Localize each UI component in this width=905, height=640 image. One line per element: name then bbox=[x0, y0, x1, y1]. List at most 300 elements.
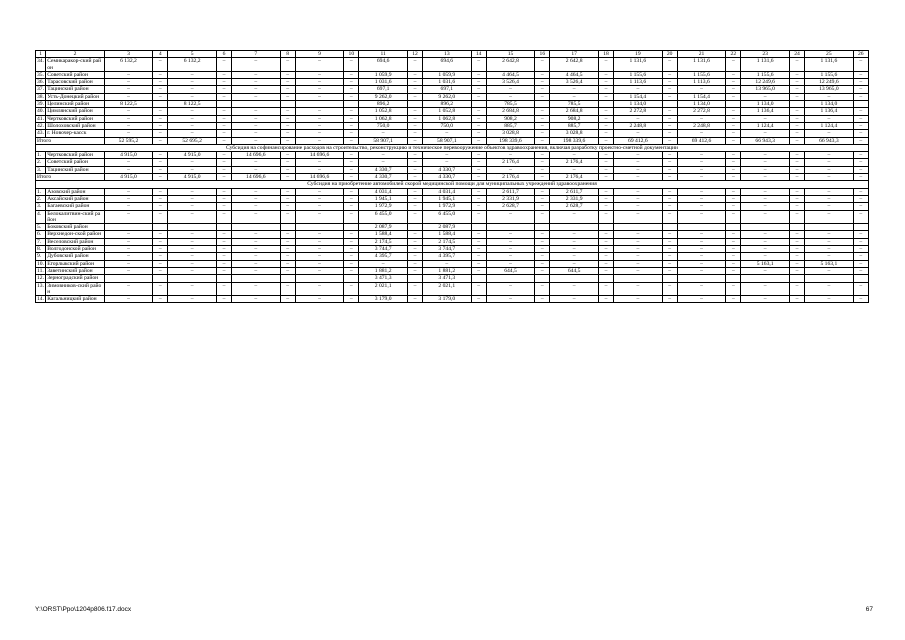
total-value-cell: – bbox=[344, 174, 359, 181]
value-cell: – bbox=[295, 86, 343, 93]
value-cell: – bbox=[104, 253, 152, 260]
section-title: Субсидия на софинансирование расходов на строительство, реконструкцию и техническое перевооружение объектов здравоохранения, включая разработку проектно-сметной документации bbox=[36, 144, 869, 151]
value-cell: – bbox=[662, 58, 677, 72]
value-cell: – bbox=[295, 231, 343, 238]
table-row bbox=[36, 210, 869, 224]
value-cell: – bbox=[295, 166, 343, 173]
value-cell: – bbox=[359, 260, 407, 267]
value-cell: 1 031,6 bbox=[359, 79, 407, 86]
value-cell: – bbox=[471, 195, 486, 202]
value-cell: – bbox=[598, 152, 613, 159]
value-cell: – bbox=[168, 79, 216, 86]
value-cell bbox=[216, 224, 231, 231]
value-cell bbox=[614, 224, 662, 231]
total-row bbox=[36, 174, 869, 181]
total-value-cell: – bbox=[598, 174, 613, 181]
value-cell: 3 526,4 bbox=[550, 79, 598, 86]
value-cell: – bbox=[598, 166, 613, 173]
value-cell: – bbox=[535, 203, 550, 210]
value-cell: – bbox=[853, 296, 868, 303]
value-cell: – bbox=[359, 152, 407, 159]
value-cell: – bbox=[741, 231, 789, 238]
value-cell: – bbox=[232, 246, 280, 253]
total-value-cell: 52 695,2 bbox=[168, 137, 216, 144]
value-cell: – bbox=[789, 238, 804, 245]
value-cell bbox=[407, 101, 422, 108]
value-cell: – bbox=[486, 296, 534, 303]
value-cell: – bbox=[471, 282, 486, 296]
value-cell: – bbox=[216, 159, 231, 166]
value-cell: – bbox=[789, 108, 804, 115]
total-value-cell: – bbox=[789, 174, 804, 181]
value-cell: – bbox=[598, 58, 613, 72]
value-cell bbox=[789, 275, 804, 282]
value-cell: – bbox=[344, 231, 359, 238]
total-value-cell: 66 943,3 bbox=[805, 137, 853, 144]
total-value-cell: – bbox=[295, 137, 343, 144]
value-cell bbox=[726, 224, 741, 231]
value-cell: – bbox=[535, 79, 550, 86]
district-name: Семикаракор-ский район bbox=[46, 58, 105, 72]
value-cell: – bbox=[153, 231, 168, 238]
value-cell: – bbox=[153, 115, 168, 122]
value-cell: 697,1 bbox=[423, 86, 471, 93]
value-cell: – bbox=[662, 188, 677, 195]
row-number: 3. bbox=[36, 166, 46, 173]
value-cell bbox=[598, 275, 613, 282]
value-cell: 1 154,4 bbox=[614, 93, 662, 100]
district-name: Дубовский район bbox=[46, 253, 105, 260]
value-cell: – bbox=[168, 86, 216, 93]
value-cell: – bbox=[471, 115, 486, 122]
value-cell: 2 021,1 bbox=[359, 282, 407, 296]
value-cell: – bbox=[407, 79, 422, 86]
value-cell: – bbox=[359, 159, 407, 166]
table-row bbox=[36, 130, 869, 137]
value-cell: – bbox=[407, 195, 422, 202]
row-number: 12. bbox=[37, 275, 44, 282]
value-cell bbox=[232, 101, 280, 108]
district-name: Багаевский район bbox=[46, 203, 105, 210]
value-cell bbox=[805, 275, 853, 282]
district-name: Волгодонской район bbox=[46, 246, 105, 253]
value-cell: – bbox=[614, 115, 662, 122]
value-cell: – bbox=[280, 58, 295, 72]
value-cell: – bbox=[280, 267, 295, 274]
total-value-cell: 4 330,7 bbox=[359, 174, 407, 181]
value-cell: – bbox=[104, 267, 152, 274]
value-cell: – bbox=[153, 166, 168, 173]
value-cell: – bbox=[168, 282, 216, 296]
value-cell: – bbox=[471, 210, 486, 224]
value-cell: – bbox=[344, 188, 359, 195]
value-cell: 5 163,1 bbox=[741, 260, 789, 267]
total-value-cell: 69 412,6 bbox=[614, 137, 662, 144]
value-cell: 694,6 bbox=[423, 58, 471, 72]
value-cell: – bbox=[805, 296, 853, 303]
value-cell: – bbox=[471, 122, 486, 129]
value-cell: – bbox=[344, 79, 359, 86]
value-cell: – bbox=[407, 246, 422, 253]
value-cell: – bbox=[216, 296, 231, 303]
table-row bbox=[36, 86, 869, 93]
total-value-cell: – bbox=[153, 174, 168, 181]
district-name: Егорлыкский район bbox=[46, 260, 105, 267]
value-cell: – bbox=[471, 253, 486, 260]
value-cell: – bbox=[232, 86, 280, 93]
value-cell: – bbox=[344, 195, 359, 202]
value-cell: – bbox=[232, 166, 280, 173]
value-cell: – bbox=[598, 115, 613, 122]
value-cell: – bbox=[216, 108, 231, 115]
value-cell: – bbox=[216, 79, 231, 86]
value-cell: – bbox=[104, 130, 152, 137]
value-cell: – bbox=[280, 210, 295, 224]
value-cell: 2 684,8 bbox=[486, 108, 534, 115]
value-cell: – bbox=[726, 267, 741, 274]
value-cell: – bbox=[677, 238, 725, 245]
value-cell: – bbox=[295, 203, 343, 210]
row-number: 43. bbox=[37, 130, 44, 137]
value-cell: – bbox=[535, 267, 550, 274]
value-cell: – bbox=[741, 253, 789, 260]
total-value-cell: 198 339,6 bbox=[550, 137, 598, 144]
value-cell: – bbox=[789, 246, 804, 253]
value-cell: – bbox=[598, 108, 613, 115]
value-cell: 3 179,0 bbox=[359, 296, 407, 303]
value-cell: – bbox=[344, 238, 359, 245]
value-cell: – bbox=[280, 130, 295, 137]
value-cell: – bbox=[407, 115, 422, 122]
value-cell bbox=[741, 275, 789, 282]
value-cell: 1 155,6 bbox=[805, 71, 853, 78]
value-cell: – bbox=[153, 86, 168, 93]
value-cell: 1 124,4 bbox=[741, 122, 789, 129]
value-cell: – bbox=[726, 130, 741, 137]
value-cell: – bbox=[232, 93, 280, 100]
value-cell: – bbox=[168, 210, 216, 224]
value-cell: 1 136,4 bbox=[741, 108, 789, 115]
value-cell: – bbox=[104, 203, 152, 210]
value-cell: 1 059,9 bbox=[423, 71, 471, 78]
value-cell: – bbox=[853, 93, 868, 100]
value-cell: – bbox=[153, 79, 168, 86]
total-value-cell: 4 915,0 bbox=[104, 174, 152, 181]
value-cell: 885,7 bbox=[550, 122, 598, 129]
value-cell: 644,5 bbox=[486, 267, 534, 274]
column-number-cell: 8 bbox=[280, 51, 295, 58]
value-cell: – bbox=[662, 195, 677, 202]
value-cell: – bbox=[805, 253, 853, 260]
value-cell: – bbox=[168, 159, 216, 166]
value-cell: – bbox=[232, 58, 280, 72]
value-cell: – bbox=[280, 246, 295, 253]
column-number-cell: 20 bbox=[662, 51, 677, 58]
total-value-cell: 69 412,6 bbox=[677, 137, 725, 144]
value-cell bbox=[407, 224, 422, 231]
total-value-cell: – bbox=[153, 137, 168, 144]
value-cell: 2 248,8 bbox=[677, 122, 725, 129]
value-cell: – bbox=[295, 130, 343, 137]
value-cell: 1 052,8 bbox=[423, 108, 471, 115]
row-number: 4. bbox=[36, 210, 46, 224]
value-cell bbox=[741, 224, 789, 231]
value-cell: – bbox=[168, 166, 216, 173]
row-number: 1. bbox=[36, 152, 46, 159]
value-cell: 2 176,4 bbox=[486, 159, 534, 166]
value-cell bbox=[153, 275, 168, 282]
row-number: 7. bbox=[36, 238, 46, 245]
value-cell: 2 087,9 bbox=[359, 224, 407, 231]
value-cell: – bbox=[853, 79, 868, 86]
value-cell: – bbox=[741, 93, 789, 100]
value-cell bbox=[535, 101, 550, 108]
district-name: Заветинский район bbox=[46, 267, 105, 274]
value-cell: – bbox=[407, 282, 422, 296]
value-cell: 6 132,2 bbox=[104, 58, 152, 72]
value-cell: – bbox=[805, 238, 853, 245]
value-cell: – bbox=[104, 79, 152, 86]
value-cell: 1 972,9 bbox=[423, 203, 471, 210]
value-cell: – bbox=[295, 282, 343, 296]
value-cell: – bbox=[598, 188, 613, 195]
column-number-cell: 19 bbox=[614, 51, 662, 58]
value-cell: – bbox=[168, 260, 216, 267]
value-cell: – bbox=[295, 79, 343, 86]
value-cell: – bbox=[153, 260, 168, 267]
column-number-cell: 24 bbox=[789, 51, 804, 58]
value-cell bbox=[550, 224, 598, 231]
value-cell bbox=[280, 101, 295, 108]
value-cell: – bbox=[295, 253, 343, 260]
value-cell: – bbox=[789, 260, 804, 267]
value-cell: – bbox=[104, 282, 152, 296]
value-cell: – bbox=[726, 108, 741, 115]
value-cell: 4 464,5 bbox=[486, 71, 534, 78]
table-row bbox=[36, 58, 869, 72]
value-cell: – bbox=[486, 231, 534, 238]
value-cell bbox=[598, 101, 613, 108]
value-cell: – bbox=[407, 152, 422, 159]
value-cell: 1 131,6 bbox=[805, 58, 853, 72]
value-cell: – bbox=[295, 296, 343, 303]
total-value-cell: – bbox=[232, 137, 280, 144]
total-value-cell: – bbox=[741, 174, 789, 181]
value-cell: 1 155,6 bbox=[677, 71, 725, 78]
value-cell: – bbox=[550, 210, 598, 224]
value-cell: – bbox=[550, 166, 598, 173]
value-cell: – bbox=[168, 203, 216, 210]
value-cell: – bbox=[677, 260, 725, 267]
value-cell: – bbox=[104, 238, 152, 245]
value-cell: 896,2 bbox=[423, 101, 471, 108]
district-name: Аксайский район bbox=[46, 195, 105, 202]
value-cell: – bbox=[853, 58, 868, 72]
value-cell: 9 262,0 bbox=[359, 93, 407, 100]
value-cell bbox=[295, 101, 343, 108]
value-cell: – bbox=[153, 152, 168, 159]
value-cell: – bbox=[295, 115, 343, 122]
total-value-cell: – bbox=[662, 137, 677, 144]
value-cell bbox=[280, 275, 295, 282]
value-cell: – bbox=[535, 282, 550, 296]
value-cell: – bbox=[216, 260, 231, 267]
total-value-cell: 66 943,3 bbox=[741, 137, 789, 144]
value-cell: – bbox=[407, 159, 422, 166]
value-cell: – bbox=[789, 253, 804, 260]
value-cell: – bbox=[853, 115, 868, 122]
value-cell: 750,0 bbox=[359, 122, 407, 129]
value-cell: – bbox=[853, 231, 868, 238]
value-cell: – bbox=[677, 210, 725, 224]
value-cell: – bbox=[344, 122, 359, 129]
value-cell: – bbox=[662, 79, 677, 86]
value-cell: – bbox=[662, 93, 677, 100]
value-cell: – bbox=[168, 231, 216, 238]
value-cell: 6 132,2 bbox=[168, 58, 216, 72]
value-cell: 4 395,7 bbox=[359, 253, 407, 260]
value-cell: 2 611,7 bbox=[486, 188, 534, 195]
value-cell: – bbox=[789, 58, 804, 72]
value-cell: – bbox=[295, 210, 343, 224]
value-cell: 1 052,8 bbox=[359, 108, 407, 115]
value-cell: 1 059,9 bbox=[359, 71, 407, 78]
value-cell: 1 062,8 bbox=[423, 115, 471, 122]
total-label: Итого bbox=[36, 137, 105, 144]
value-cell bbox=[726, 275, 741, 282]
value-cell: 1 154,4 bbox=[677, 93, 725, 100]
value-cell: – bbox=[232, 159, 280, 166]
value-cell: – bbox=[104, 166, 152, 173]
value-cell: 2 628,7 bbox=[486, 203, 534, 210]
total-value-cell: – bbox=[216, 137, 231, 144]
total-value-cell: – bbox=[280, 174, 295, 181]
value-cell: – bbox=[789, 159, 804, 166]
value-cell: 785,5 bbox=[550, 101, 598, 108]
value-cell: 694,6 bbox=[359, 58, 407, 72]
district-name: Тацинский район bbox=[46, 166, 105, 173]
value-cell: – bbox=[805, 188, 853, 195]
value-cell: – bbox=[232, 108, 280, 115]
row-number: 42. bbox=[37, 122, 44, 129]
value-cell bbox=[232, 275, 280, 282]
value-cell: – bbox=[216, 58, 231, 72]
table-row bbox=[36, 275, 869, 282]
value-cell: – bbox=[216, 282, 231, 296]
table-row bbox=[36, 122, 869, 129]
value-cell: – bbox=[104, 210, 152, 224]
value-cell: – bbox=[535, 238, 550, 245]
value-cell: – bbox=[344, 260, 359, 267]
value-cell: 5 163,1 bbox=[805, 260, 853, 267]
value-cell: – bbox=[168, 246, 216, 253]
value-cell: – bbox=[471, 159, 486, 166]
table-row bbox=[36, 195, 869, 202]
value-cell bbox=[471, 224, 486, 231]
value-cell: – bbox=[741, 115, 789, 122]
value-cell: – bbox=[677, 246, 725, 253]
value-cell: – bbox=[677, 195, 725, 202]
value-cell: – bbox=[280, 115, 295, 122]
column-number-cell: 22 bbox=[726, 51, 741, 58]
value-cell: – bbox=[216, 188, 231, 195]
value-cell: – bbox=[168, 108, 216, 115]
value-cell: – bbox=[550, 93, 598, 100]
value-cell: – bbox=[280, 122, 295, 129]
district-name: Целинский район bbox=[46, 101, 105, 108]
value-cell bbox=[344, 101, 359, 108]
value-cell: – bbox=[805, 203, 853, 210]
district-name: Советский район bbox=[46, 71, 105, 78]
value-cell bbox=[216, 275, 231, 282]
value-cell: – bbox=[153, 296, 168, 303]
value-cell: – bbox=[407, 130, 422, 137]
value-cell: – bbox=[423, 130, 471, 137]
value-cell: – bbox=[295, 58, 343, 72]
value-cell: 8 122,5 bbox=[168, 101, 216, 108]
value-cell: – bbox=[550, 260, 598, 267]
value-cell: – bbox=[662, 122, 677, 129]
row-number: 11. bbox=[37, 267, 44, 274]
value-cell: – bbox=[726, 203, 741, 210]
value-cell: – bbox=[614, 267, 662, 274]
value-cell: – bbox=[280, 71, 295, 78]
total-value-cell: – bbox=[853, 174, 868, 181]
column-number-cell: 26 bbox=[853, 51, 868, 58]
value-cell: – bbox=[789, 71, 804, 78]
row-number: 2. bbox=[36, 159, 46, 166]
value-cell: – bbox=[295, 260, 343, 267]
value-cell: – bbox=[741, 210, 789, 224]
table-row bbox=[36, 224, 869, 231]
column-number-cell: 21 bbox=[677, 51, 725, 58]
value-cell: – bbox=[550, 246, 598, 253]
value-cell: – bbox=[104, 231, 152, 238]
column-number-cell: 10 bbox=[344, 51, 359, 58]
row-number: 41. bbox=[37, 115, 44, 122]
value-cell: – bbox=[598, 282, 613, 296]
row-number: 3. bbox=[36, 203, 46, 210]
total-value-cell: 58 907,1 bbox=[423, 137, 471, 144]
value-cell: – bbox=[550, 86, 598, 93]
value-cell: – bbox=[853, 195, 868, 202]
value-cell: – bbox=[805, 93, 853, 100]
value-cell: – bbox=[407, 122, 422, 129]
value-cell: – bbox=[104, 195, 152, 202]
value-cell: – bbox=[232, 296, 280, 303]
value-cell: – bbox=[407, 71, 422, 78]
table-row bbox=[36, 282, 869, 296]
value-cell: – bbox=[677, 115, 725, 122]
total-value-cell: – bbox=[805, 174, 853, 181]
value-cell bbox=[344, 224, 359, 231]
value-cell: – bbox=[789, 115, 804, 122]
value-cell: – bbox=[614, 188, 662, 195]
value-cell: – bbox=[168, 238, 216, 245]
value-cell: – bbox=[216, 246, 231, 253]
value-cell: – bbox=[598, 122, 613, 129]
value-cell: – bbox=[471, 130, 486, 137]
value-cell: – bbox=[805, 282, 853, 296]
file-path: Y:\ORST\Ppo\1204p806.f17.docx bbox=[35, 606, 132, 613]
value-cell: – bbox=[677, 231, 725, 238]
value-cell: – bbox=[216, 203, 231, 210]
value-cell: – bbox=[153, 122, 168, 129]
value-cell: – bbox=[423, 260, 471, 267]
value-cell: – bbox=[232, 71, 280, 78]
column-number-cell: 12 bbox=[407, 51, 422, 58]
value-cell: – bbox=[471, 231, 486, 238]
